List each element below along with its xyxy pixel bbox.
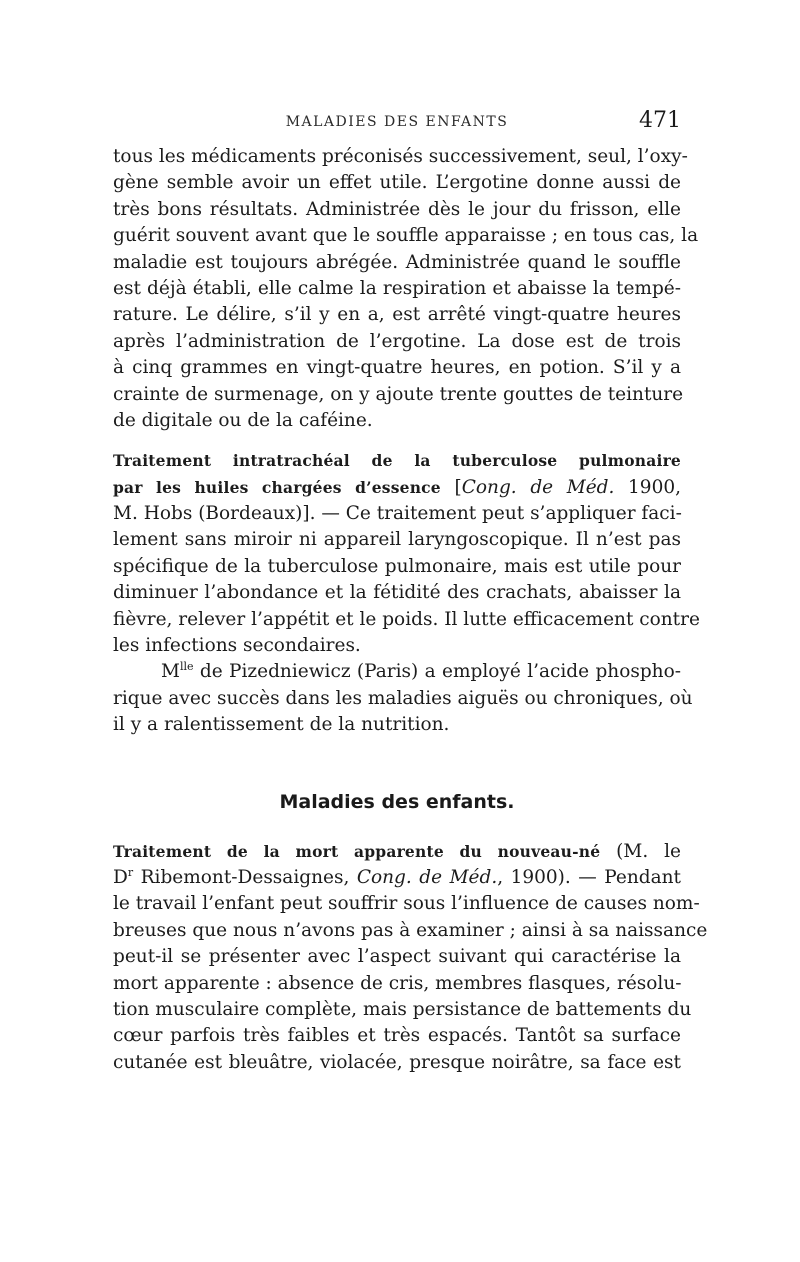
citation-journal: Cong. de Méd. bbox=[461, 476, 615, 498]
article-title: Traitement de la mort apparente du nouveau-né bbox=[113, 841, 601, 861]
text-line bbox=[113, 839, 681, 865]
book-page bbox=[113, 108, 708, 1076]
text-line bbox=[113, 475, 681, 501]
text-run: de Pizedniewicz (Paris) a employé l’acide phospho- bbox=[193, 661, 681, 683]
text-line: à cinq grammes en vingt-quatre heures, en potion. S’il y a bbox=[113, 357, 681, 379]
text-line: maladie est toujours abrégée. Administrée quand le souffle bbox=[113, 251, 681, 273]
text-line: spécifique de la tuberculose pulmonaire, mais est utile pour bbox=[113, 555, 681, 577]
text-line: tion musculaire complète, mais persistance de battements du bbox=[113, 998, 692, 1020]
text-line: guérit souvent avant que le souffle apparaisse ; en tous cas, la bbox=[113, 225, 699, 247]
citation-year: 1900, bbox=[614, 476, 682, 498]
text-line: tous les médicaments préconisés successivement, seul, l’oxy- bbox=[113, 146, 688, 167]
author-open: (M. le bbox=[600, 840, 681, 862]
spacer bbox=[113, 739, 681, 787]
text-line: cœur parfois très faibles et très espacés. Tantôt sa surface bbox=[113, 1025, 681, 1047]
text-line: rature. Le délire, s’il y en a, est arrêté vingt-quatre heures bbox=[113, 304, 681, 326]
title-mlle: M bbox=[161, 661, 180, 683]
article-mort-apparente bbox=[113, 839, 708, 1077]
text-line: le travail l’enfant peut souffrir sous l’influence de causes nom- bbox=[113, 893, 700, 915]
citation-bracket: [ bbox=[440, 476, 462, 498]
title-dr-superscript: r bbox=[127, 865, 134, 879]
text-line: diminuer l’abondance et la fétidité des crachats, abaisser la bbox=[113, 582, 681, 604]
text-line: les infections secondaires. bbox=[113, 635, 361, 657]
text-line bbox=[113, 659, 681, 685]
text-line: breuses que nous n’avons pas à examiner ; ainsi à sa naissance bbox=[113, 919, 708, 941]
text-line: lement sans miroir ni appareil laryngoscopique. Il n’est pas bbox=[113, 529, 681, 551]
text-line: rique avec succès dans les maladies aiguës ou chroniques, où bbox=[113, 687, 693, 709]
running-head bbox=[113, 108, 681, 144]
article-title-continued: par les huiles chargées d’essence bbox=[113, 477, 441, 497]
page-number: 471 bbox=[639, 108, 681, 133]
text-line bbox=[113, 865, 681, 891]
text-line: très bons résultats. Administrée dès le jour du frisson, elle bbox=[113, 198, 681, 220]
text-line: il y a ralentissement de la nutrition. bbox=[113, 714, 450, 736]
article-tuberculose bbox=[113, 448, 700, 659]
text-line: mort apparente : absence de cris, membres flasques, résolu- bbox=[113, 972, 682, 994]
text-line: gène semble avoir un effet utile. L’ergotine donne aussi de bbox=[113, 172, 681, 194]
running-title: MALADIES DES ENFANTS bbox=[285, 114, 509, 130]
paragraph-pizedniewicz bbox=[113, 659, 693, 738]
title-mlle-superscript: lle bbox=[179, 660, 194, 674]
spacer bbox=[113, 434, 681, 448]
section-heading: Maladies des enfants. bbox=[279, 790, 515, 813]
text-line: M. Hobs (Bordeaux)]. — Ce traitement peut s’appliquer faci- bbox=[113, 503, 682, 525]
text-line: crainte de surmenage, on y ajoute trente gouttes de teinture bbox=[113, 383, 684, 405]
citation-rest: , 1900). — Pendant bbox=[497, 866, 681, 888]
title-dr: D bbox=[113, 866, 128, 888]
paragraph-ergotine bbox=[113, 144, 699, 434]
text-line bbox=[113, 448, 681, 474]
citation-journal: Cong. de Méd. bbox=[356, 866, 498, 888]
text-line: peut-il se présenter avec l’aspect suivant qui caractérise la bbox=[113, 946, 681, 968]
author-name: Ribemont-Dessaignes, bbox=[133, 866, 357, 888]
text-line: est déjà établi, elle calme la respiration et abaisse la tempé- bbox=[113, 277, 681, 299]
text-line: cutanée est bleuâtre, violacée, presque noirâtre, sa face est bbox=[113, 1051, 681, 1073]
spacer bbox=[113, 817, 681, 839]
article-title: Traitement intratrachéal de la tuberculose pulmonaire bbox=[113, 451, 681, 471]
text-line: de digitale ou de la caféine. bbox=[113, 409, 373, 431]
text-line: fièvre, relever l’appétit et le poids. Il lutte efficacement contre bbox=[113, 608, 700, 630]
text-line: après l’administration de l’ergotine. La dose est de trois bbox=[113, 330, 681, 352]
